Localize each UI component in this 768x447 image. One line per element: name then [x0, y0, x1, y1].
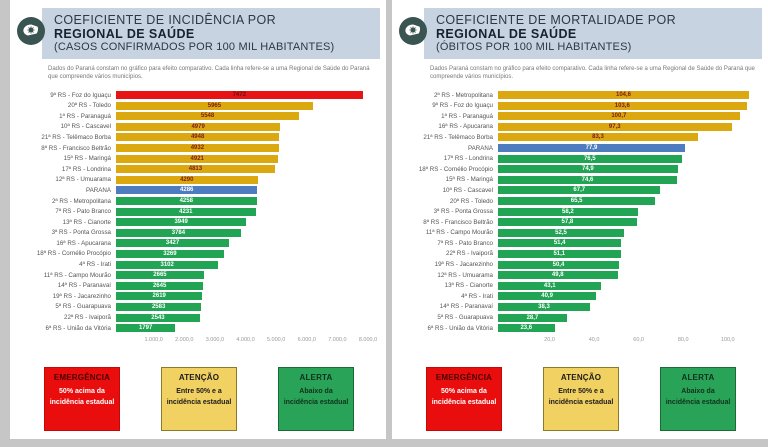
bar-track: [498, 165, 762, 173]
bar: [116, 261, 218, 269]
bar-value: 38,3: [538, 303, 550, 310]
bar: [498, 229, 624, 237]
x-tick-label: 8.000,0: [358, 337, 378, 344]
row-label: 22ª RS - Ivaiporã: [64, 314, 111, 322]
bar-value: 1797: [138, 325, 153, 332]
x-tick-label: 4.000,0: [236, 337, 255, 344]
legend-text: 50% acima da incidência estadual: [49, 388, 115, 406]
x-tick-label: 1.000,0: [144, 337, 163, 344]
bar: [116, 250, 224, 258]
legend-title: EMERGÊNCIA: [53, 373, 111, 383]
chart-row: [12, 185, 380, 196]
bar-value: 4258: [179, 198, 193, 205]
bar-value: 4286: [180, 187, 194, 194]
bar-value: 4921: [190, 155, 204, 162]
incidence-header-row: [16, 8, 380, 59]
bar-track: [498, 261, 762, 269]
bar-track: [116, 91, 380, 99]
bar-track: [116, 155, 380, 163]
bar-track: [498, 197, 762, 205]
bar-value: 4979: [191, 123, 205, 130]
legend-title: EMERGÊNCIA: [435, 373, 493, 383]
bar: [498, 303, 590, 311]
row-label: 19ª RS - Jacarezinho: [434, 261, 493, 269]
parana-covid-logo-icon: [398, 16, 428, 46]
bar: [116, 271, 204, 279]
row-label: 10ª RS - Cascavel: [442, 186, 493, 194]
mortality-title-line3: (ÓBITOS POR 100 MIL HABITANTES): [436, 41, 632, 53]
incidence-title-line2: REGIONAL DE SAÚDE: [54, 27, 195, 41]
bar-value: 4932: [190, 145, 205, 152]
row-label: PARANÁ: [86, 186, 111, 194]
bar-value: 2543: [151, 314, 165, 321]
bar: [116, 314, 200, 322]
bar-value: 97,3: [608, 123, 621, 130]
bar-track: [498, 123, 762, 131]
x-axis: [505, 335, 750, 345]
legend-box-atencao: [543, 367, 619, 431]
row-label: 5ª RS - Guarapuava: [437, 314, 493, 322]
chart-row: [394, 270, 762, 281]
bar-track: [116, 186, 380, 194]
bar: [498, 208, 638, 216]
bar: [498, 218, 637, 226]
bar-value: 76,5: [583, 155, 596, 162]
bar-track: [498, 314, 762, 322]
chart-row: [394, 238, 762, 249]
legend-text: 50% acima da incidência estadual: [431, 388, 497, 406]
row-label: 15ª RS - Maringá: [63, 155, 111, 163]
chart-row: [12, 100, 380, 111]
chart-row: [12, 132, 380, 143]
bar-track: [116, 165, 380, 173]
legend-box-atencao: [161, 367, 237, 431]
bar: [498, 250, 621, 258]
mortality-note: Dados Paraná constam no gráfico para efeito comparativo. Cada linha refere-se a uma Regional de Saúde do Paraná que compreende vários municípios.: [430, 66, 755, 81]
bar-track: [116, 112, 380, 120]
chart-row: [12, 164, 380, 175]
chart-row: [12, 217, 380, 228]
chart-row: [394, 100, 762, 111]
bar-track: [116, 250, 380, 258]
bar: [116, 176, 258, 184]
bar: [116, 133, 279, 141]
chart-row: [12, 259, 380, 270]
bar-value: 104,6: [616, 92, 632, 99]
legend-box-alerta: [660, 367, 736, 431]
chart-row: [12, 249, 380, 260]
row-label: 4ª RS - Irati: [461, 292, 493, 300]
bar-track: [116, 133, 380, 141]
bar-value: 43,1: [543, 282, 556, 289]
bar: [116, 155, 278, 163]
bar: [116, 239, 229, 247]
chart-row: [12, 206, 380, 217]
bar-track: [116, 303, 380, 311]
row-label: 7ª RS - Pato Branco: [55, 208, 111, 216]
legend-box-emergencia: [426, 367, 502, 431]
bar-track: [498, 186, 762, 194]
legend-text: Entre 50% e a incidência estadual: [548, 388, 614, 406]
bar: [116, 292, 202, 300]
bar-value: 77,9: [585, 145, 598, 152]
bar: [498, 314, 567, 322]
chart-row: [12, 228, 380, 239]
bar: [116, 144, 279, 152]
chart-row: [394, 122, 762, 133]
row-label: 21ª RS - Telêmaco Borba: [41, 133, 111, 141]
bar-track: [116, 102, 380, 110]
bar-value: 7472: [232, 92, 246, 99]
chart-row: [394, 185, 762, 196]
row-label: 16ª RS - Apucarana: [56, 239, 111, 247]
bar: [116, 324, 175, 332]
x-axis: [123, 335, 378, 345]
bar: [116, 102, 313, 110]
bar-track: [116, 229, 380, 237]
row-label: 2ª RS - Metropolitana: [51, 197, 111, 205]
row-label: 20ª RS - Toledo: [449, 197, 493, 205]
bar-track: [116, 176, 380, 184]
legend-title: ALERTA: [299, 373, 333, 383]
bar: [116, 208, 256, 216]
row-label: 1ª RS - Paranaguá: [59, 112, 111, 120]
bar: [116, 112, 299, 120]
bar: [116, 229, 241, 237]
mortality-chart: [394, 90, 762, 346]
chart-row: [394, 249, 762, 260]
incidence-panel: [10, 0, 386, 439]
chart-row: [394, 312, 762, 323]
bar-track: [498, 292, 762, 300]
chart-row: [394, 228, 762, 239]
bar-track: [498, 102, 762, 110]
mortality-panel: [392, 0, 768, 439]
bar-value: 4231: [179, 208, 193, 215]
chart-row: [394, 164, 762, 175]
bar: [498, 155, 682, 163]
bar-track: [498, 271, 762, 279]
bar-value: 3102: [160, 261, 174, 268]
x-tick-label: 5.000,0: [266, 337, 286, 344]
chart-row: [394, 217, 762, 228]
bar: [498, 102, 747, 110]
bar: [498, 271, 618, 279]
bar-track: [116, 271, 380, 279]
row-label: 17ª RS - Londrina: [443, 155, 493, 163]
bar-value: 4948: [190, 134, 205, 141]
bar-track: [498, 208, 762, 216]
bar-value: 3427: [165, 240, 180, 247]
row-label: 4ª RS - Irati: [79, 261, 111, 269]
bar-value: 51,1: [553, 250, 566, 257]
bar-track: [116, 144, 380, 152]
bar: [498, 324, 555, 332]
bar: [498, 144, 685, 152]
bar-value: 2583: [151, 303, 166, 310]
mortality-title-line2: REGIONAL DE SAÚDE: [436, 27, 577, 41]
chart-row: [12, 280, 380, 291]
legend-text: Abaixo da incidência estadual: [665, 388, 731, 406]
row-label: 6ª RS - União da Vitória: [45, 324, 111, 332]
bar: [498, 91, 749, 99]
bar: [498, 239, 621, 247]
row-label: 7ª RS - Pato Branco: [437, 239, 493, 247]
row-label: 2ª RS - Metropolitana: [433, 91, 493, 99]
row-label: 3ª RS - Ponta Grossa: [51, 229, 111, 237]
bar-track: [498, 112, 762, 120]
chart-row: [12, 111, 380, 122]
row-label: 14ª RS - Paranavaí: [57, 282, 111, 290]
x-tick-label: 20,0: [544, 337, 555, 344]
bar-value: 23,6: [520, 325, 533, 332]
row-label: 5ª RS - Guarapuava: [55, 303, 111, 311]
bar-value: 52,5: [555, 229, 567, 236]
bar-track: [498, 218, 762, 226]
bar-track: [498, 133, 762, 141]
chart-row: [394, 143, 762, 154]
chart-row: [12, 291, 380, 302]
bar-value: 28,7: [526, 314, 539, 321]
bar-value: 40,9: [541, 293, 553, 300]
bar-value: 49,8: [551, 272, 564, 279]
chart-row: [12, 122, 380, 133]
mortality-legend: [426, 367, 736, 431]
bar-value: 50,4: [552, 261, 565, 268]
bar-value: 4290: [180, 176, 194, 183]
row-label: 12ª RS - Umuarama: [55, 176, 111, 184]
legend-title: ALERTA: [681, 373, 715, 383]
chart-row: [12, 143, 380, 154]
chart-row: [394, 196, 762, 207]
x-tick-label: 80,0: [677, 337, 689, 344]
incidence-legend: [44, 367, 354, 431]
bar: [498, 292, 596, 300]
row-label: 18ª RS - Cornélio Procópio: [418, 165, 493, 173]
bar: [498, 186, 660, 194]
bar-track: [116, 292, 380, 300]
bar: [498, 133, 698, 141]
bar-value: 4813: [188, 166, 203, 173]
x-tick-label: 2.000,0: [175, 337, 194, 344]
row-label: 16ª RS - Apucarana: [438, 123, 493, 131]
bar-value: 5965: [207, 102, 222, 109]
legend-box-emergencia: [44, 367, 120, 431]
bar: [116, 123, 280, 131]
bar-value: 3269: [163, 250, 177, 257]
chart-row: [394, 302, 762, 313]
row-label: 22ª RS - Ivaiporã: [446, 250, 493, 258]
chart-row: [12, 90, 380, 101]
bar: [116, 91, 363, 99]
incidence-title-line1: COEFICIENTE DE INCIDÊNCIA POR: [54, 13, 277, 27]
row-label: 8ª RS - Francisco Beltrão: [423, 218, 493, 226]
chart-row: [12, 175, 380, 186]
bar-track: [498, 91, 762, 99]
bar-value: 57,8: [561, 219, 574, 226]
bar-track: [498, 144, 762, 152]
bar-value: 83,3: [592, 134, 604, 141]
row-label: 17ª RS - Londrina: [61, 165, 111, 173]
bar-value: 58,2: [561, 208, 574, 215]
row-label: 3ª RS - Ponta Grossa: [433, 208, 493, 216]
incidence-title-line3: (CASOS CONFIRMADOS POR 100 MIL HABITANTES): [54, 41, 335, 53]
bar-track: [498, 282, 762, 290]
row-label: 13ª RS - Cianorte: [62, 218, 111, 226]
bar-track: [116, 261, 380, 269]
chart-row: [12, 196, 380, 207]
legend-box-alerta: [278, 367, 354, 431]
bar: [498, 176, 677, 184]
bar: [498, 165, 678, 173]
chart-row: [12, 323, 380, 334]
legend-title: ATENÇÃO: [178, 373, 220, 383]
incidence-note: Dados do Paraná constam no gráfico para efeito comparativo. Cada linha refere-se a uma Regional de Saúde do Paraná que compreende vários municípios.: [48, 66, 370, 81]
bar: [116, 218, 246, 226]
bar: [116, 303, 201, 311]
bar-value: 100,7: [611, 113, 627, 120]
mortality-title-line1: COEFICIENTE DE MORTALIDADE POR: [436, 13, 677, 27]
row-label: PARANÁ: [468, 144, 493, 152]
bar-value: 3949: [174, 219, 188, 226]
row-label: 12ª RS - Umuarama: [437, 271, 493, 279]
x-tick-label: 100,0: [720, 337, 735, 344]
chart-row: [12, 153, 380, 164]
bar: [498, 197, 655, 205]
bar-track: [498, 250, 762, 258]
bar: [116, 197, 257, 205]
legend-text: Entre 50% e a incidência estadual: [166, 388, 232, 406]
bar-track: [116, 239, 380, 247]
x-tick-label: 60,0: [633, 337, 644, 344]
bar: [498, 123, 732, 131]
legend-title: ATENÇÃO: [560, 373, 602, 383]
bar-value: 51,4: [553, 240, 566, 247]
bar-track: [498, 176, 762, 184]
row-label: 10ª RS - Cascavel: [60, 123, 111, 131]
x-tick-label: 6.000,0: [297, 337, 316, 344]
bar-value: 2619: [152, 293, 166, 300]
chart-row: [394, 259, 762, 270]
bar-track: [498, 155, 762, 163]
bar-track: [498, 303, 762, 311]
row-label: 19ª RS - Jacarezinho: [52, 292, 111, 300]
bar-track: [116, 324, 380, 332]
chart-row: [394, 153, 762, 164]
bar-value: 74,6: [581, 176, 594, 183]
row-label: 6ª RS - União da Vitória: [427, 324, 493, 332]
row-label: 9ª RS - Foz do Iguaçu: [432, 102, 493, 110]
bar-track: [116, 282, 380, 290]
chart-row: [394, 111, 762, 122]
row-label: 8ª RS - Francisco Beltrão: [41, 144, 111, 152]
row-label: 20ª RS - Toledo: [67, 102, 111, 110]
bar: [116, 282, 203, 290]
mortality-header: [424, 8, 762, 59]
bar: [116, 186, 257, 194]
bar-track: [116, 218, 380, 226]
bar: [498, 282, 601, 290]
bar-track: [116, 208, 380, 216]
row-label: 18ª RS - Cornélio Procópio: [36, 250, 111, 258]
row-label: 9ª RS - Foz do Iguaçu: [50, 91, 111, 99]
bar-value: 5548: [200, 113, 215, 120]
bar-track: [498, 229, 762, 237]
chart-row: [394, 132, 762, 143]
chart-row: [12, 270, 380, 281]
row-label: 15ª RS - Maringá: [445, 176, 493, 184]
x-tick-label: 40,0: [588, 337, 600, 344]
row-label: 14ª RS - Paranavaí: [439, 303, 493, 311]
bar-value: 74,9: [582, 166, 594, 173]
chart-row: [12, 238, 380, 249]
bar-track: [116, 123, 380, 131]
chart-row: [394, 206, 762, 217]
row-label: 11ª RS - Campo Mourão: [425, 229, 493, 237]
bar-track: [498, 324, 762, 332]
chart-row: [12, 302, 380, 313]
row-label: 13ª RS - Cianorte: [444, 282, 493, 290]
chart-row: [394, 90, 762, 101]
chart-row: [394, 291, 762, 302]
x-tick-label: 3.000,0: [205, 337, 225, 344]
bar-track: [116, 197, 380, 205]
chart-row: [394, 280, 762, 291]
bar-value: 103,6: [614, 102, 630, 109]
bar-track: [498, 239, 762, 247]
bar-value: 3784: [171, 229, 186, 236]
row-label: 1ª RS - Paranaguá: [441, 112, 493, 120]
bar-track: [116, 314, 380, 322]
chart-rows: [12, 90, 380, 334]
mortality-header-row: [398, 8, 762, 59]
x-tick-label: 7.000,0: [328, 337, 347, 344]
bar-value: 67,7: [573, 187, 586, 194]
legend-text: Abaixo da incidência estadual: [283, 388, 349, 406]
bar-value: 2645: [152, 282, 167, 289]
bar: [116, 165, 275, 173]
chart-row: [394, 175, 762, 186]
chart-rows: [394, 90, 762, 334]
chart-row: [12, 312, 380, 323]
row-label: 21ª RS - Telêmaco Borba: [423, 133, 493, 141]
parana-covid-logo-icon: [16, 16, 46, 46]
bar-value: 65,5: [570, 198, 583, 205]
row-label: 11ª RS - Campo Mourão: [43, 271, 111, 279]
bar-value: 2665: [153, 272, 167, 279]
bar: [498, 261, 619, 269]
bar: [498, 112, 740, 120]
chart-row: [394, 323, 762, 334]
incidence-chart: [12, 90, 380, 346]
incidence-header: [42, 8, 380, 59]
